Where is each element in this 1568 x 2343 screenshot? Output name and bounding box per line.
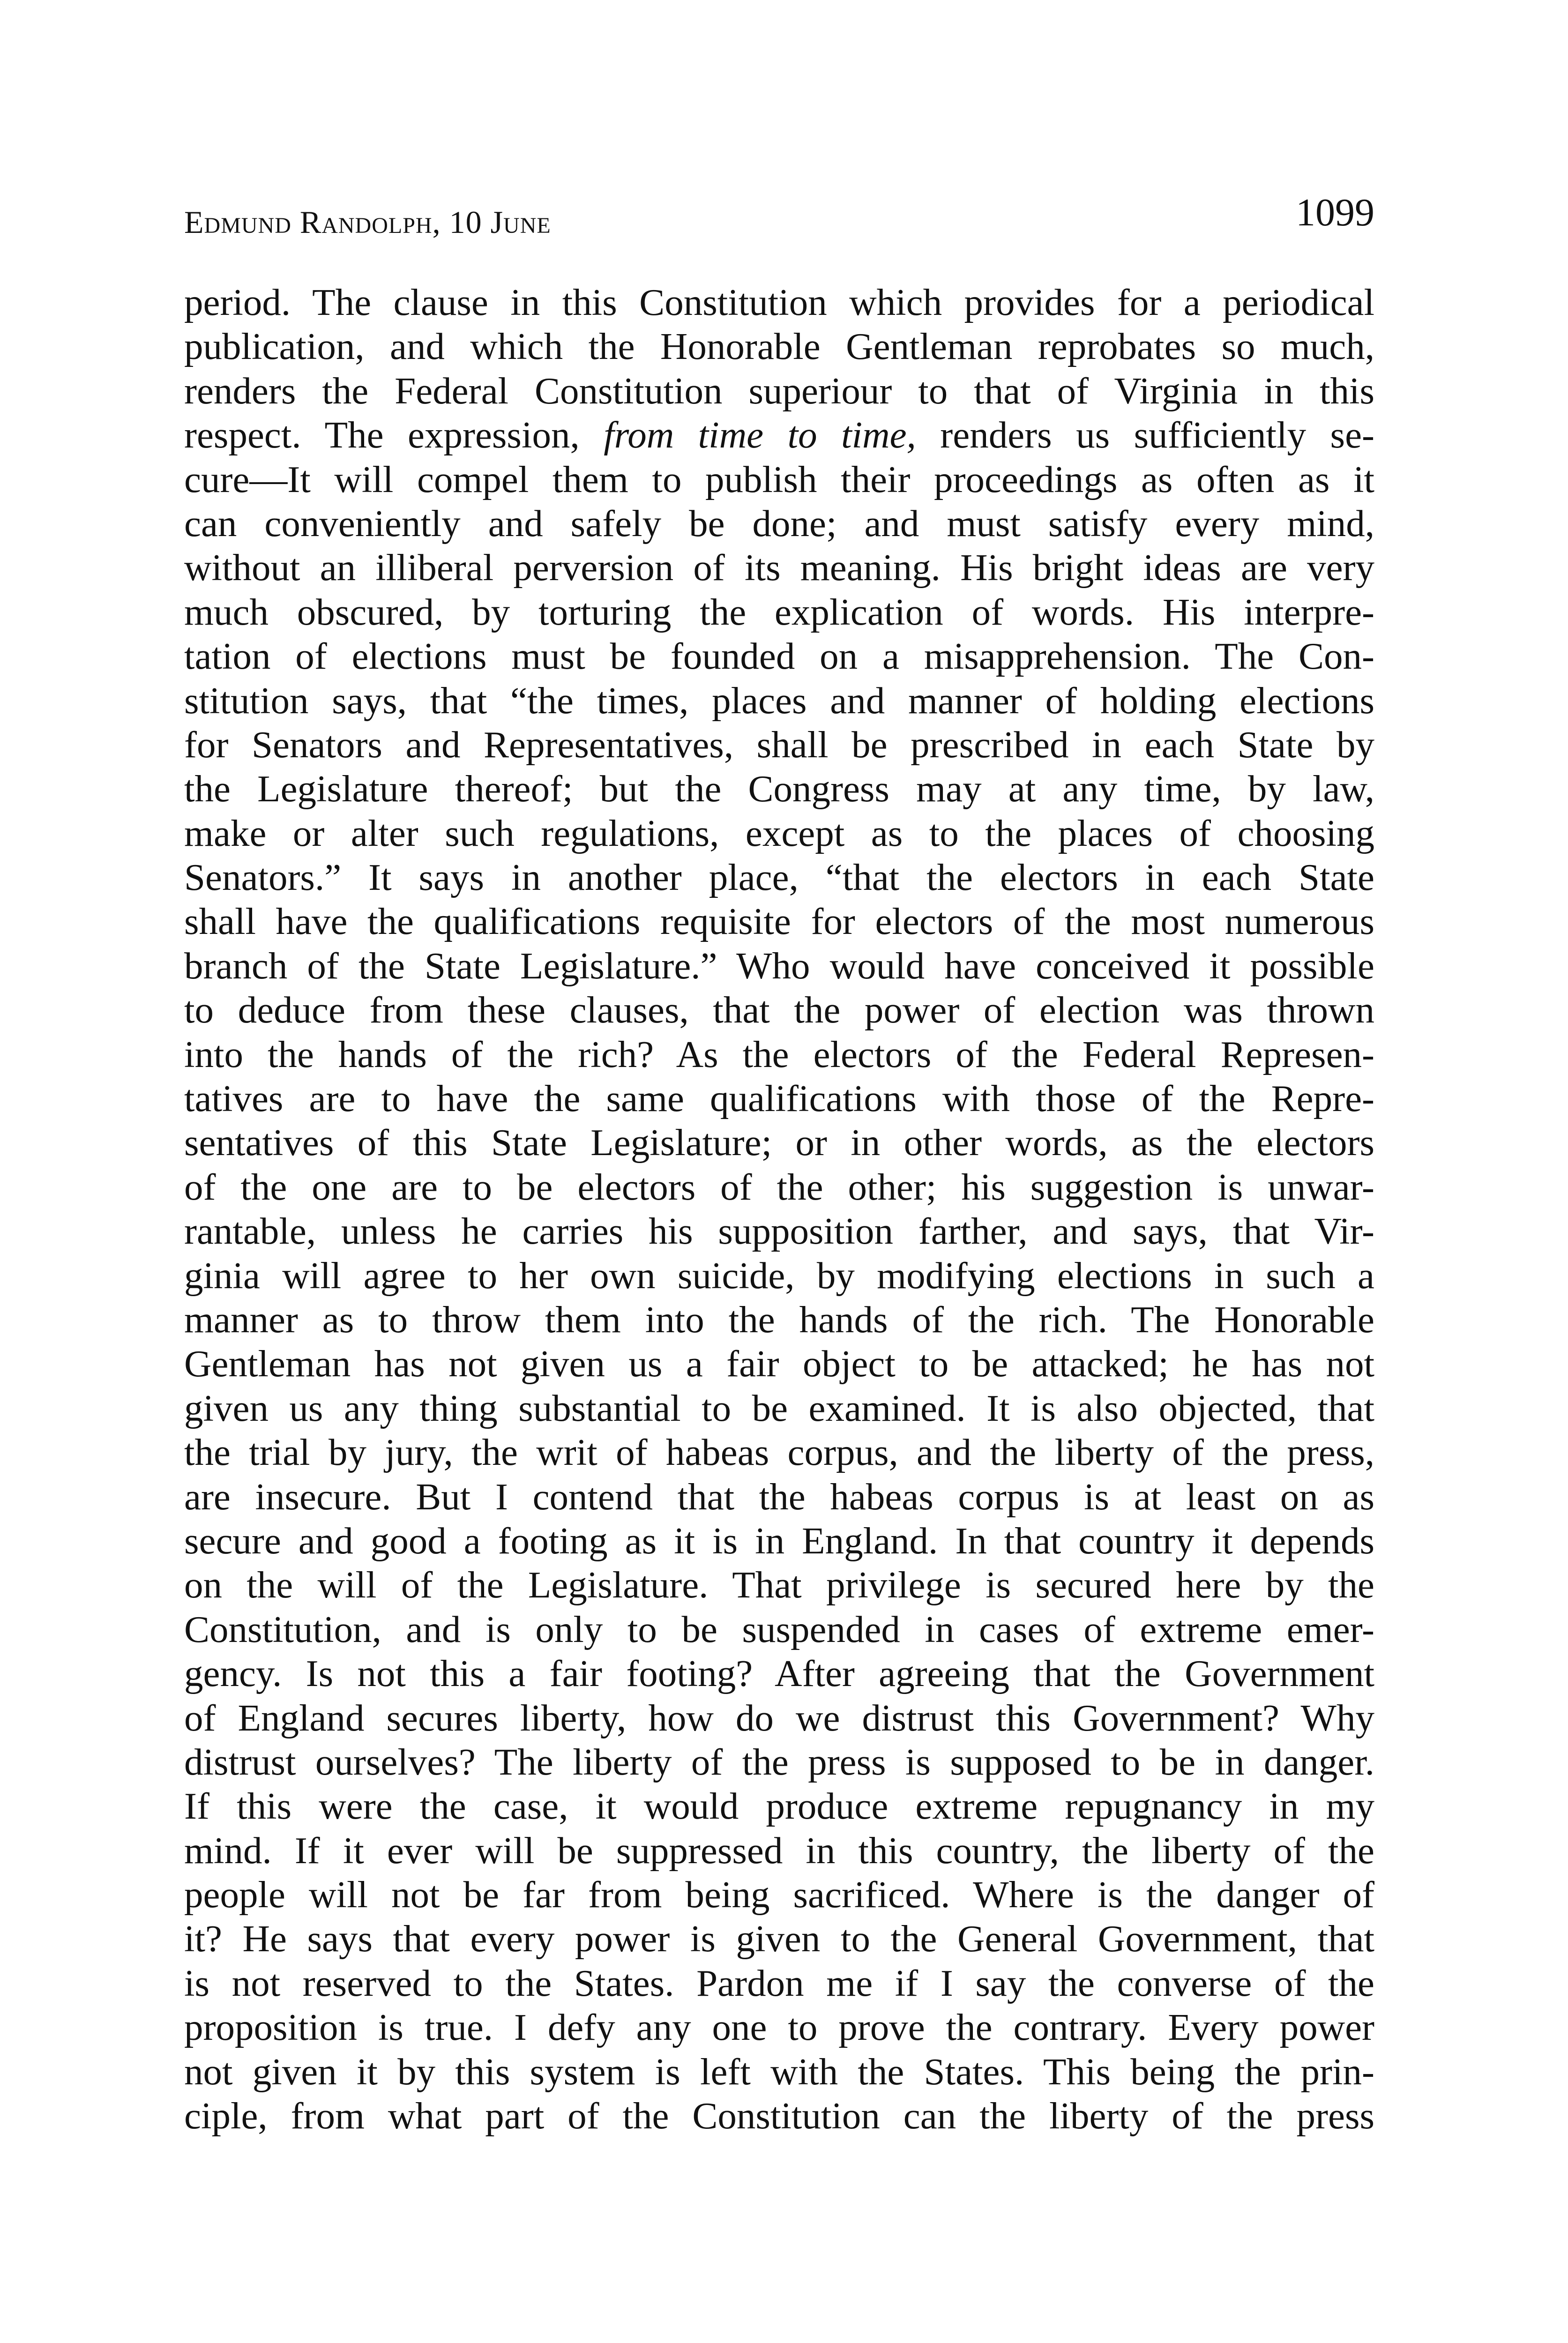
text-segment: Gentleman has not given us a fair object to be attacked; he has not (184, 1343, 1374, 1385)
text-segment: much obscured, by torturing the explication of words. His interpre- (184, 590, 1374, 633)
text-line (184, 988, 1374, 1032)
text-line (184, 1209, 1374, 1253)
text-line (184, 634, 1374, 678)
text-segment: given us any thing substantial to be examined. It is also objected, that (184, 1387, 1374, 1429)
text-line (184, 1519, 1374, 1563)
text-line (184, 1828, 1374, 1873)
text-line (184, 1298, 1374, 1342)
text-segment: mind. If it ever will be suppressed in this country, the liberty of the (184, 1829, 1374, 1872)
text-line (184, 1430, 1374, 1474)
text-line (184, 545, 1374, 589)
text-line (184, 1475, 1374, 1519)
text-line (184, 324, 1374, 368)
text-line (184, 811, 1374, 855)
text-line (184, 899, 1374, 943)
text-segment: cure—It will compel them to publish their proceedings as often as it (184, 458, 1374, 500)
text-line (184, 369, 1374, 413)
text-line (184, 944, 1374, 988)
text-line (184, 590, 1374, 634)
text-segment: on the will of the Legislature. That privilege is secured here by the (184, 1564, 1374, 1606)
text-line (184, 501, 1374, 545)
text-line (184, 1342, 1374, 1386)
text-line (184, 1784, 1374, 1828)
text-segment: is not reserved to the States. Pardon me if I say the converse of the (184, 1962, 1374, 2004)
text-segment: proposition is true. I defy any one to prove the contrary. Every power (184, 2006, 1374, 2049)
text-line (184, 767, 1374, 811)
text-segment: gency. Is not this a fair footing? After agreeing that the Government (184, 1652, 1374, 1695)
text-segment: period. The clause in this Constitution which provides for a periodical (184, 281, 1374, 323)
text-segment: the Legislature thereof; but the Congress may at any time, by law, (184, 768, 1374, 810)
text-segment: stitution says, that “the times, places and manner of holding elections (184, 679, 1374, 722)
text-line (184, 2050, 1374, 2094)
text-segment: make or alter such regulations, except as to the places of choosing (184, 812, 1374, 854)
text-line (184, 413, 1374, 457)
text-line (184, 1032, 1374, 1076)
text-line (184, 1563, 1374, 1607)
text-segment: branch of the State Legislature.” Who would have conceived it possible (184, 944, 1374, 987)
italic-text-segment: from time to time, (604, 414, 916, 456)
text-line (184, 1740, 1374, 1784)
text-line (184, 1651, 1374, 1695)
text-segment: publication, and which the Honorable Gentleman reprobates so much, (184, 325, 1374, 368)
text-segment: can conveniently and safely be done; and must satisfy every mind, (184, 502, 1374, 545)
text-line (184, 2005, 1374, 2049)
text-segment: shall have the qualifications requisite for electors of the most numerous (184, 900, 1374, 943)
text-segment: into the hands of the rich? As the electors of the Federal Represen- (184, 1033, 1374, 1075)
text-segment: tatives are to have the same qualifications with those of the Repre- (184, 1077, 1374, 1120)
text-segment: sentatives of this State Legislature; or in other words, as the electors (184, 1121, 1374, 1164)
text-segment: it? He says that every power is given to the General Government, that (184, 1918, 1374, 1960)
running-head (184, 190, 1374, 241)
text-segment: without an illiberal perversion of its meaning. His bright ideas are very (184, 546, 1374, 589)
text-line (184, 1873, 1374, 1917)
text-line (184, 679, 1374, 723)
text-segment: tation of elections must be founded on a misapprehension. The Con- (184, 635, 1374, 678)
text-line (184, 1386, 1374, 1430)
text-segment: the trial by jury, the writ of habeas corpus, and the liberty of the press, (184, 1431, 1374, 1474)
text-segment: for Senators and Representatives, shall be prescribed in each State by (184, 723, 1374, 766)
text-line (184, 723, 1374, 767)
text-line (184, 1254, 1374, 1298)
text-segment: ginia will agree to her own suicide, by modifying elections in such a (184, 1254, 1374, 1297)
text-segment: of England secures liberty, how do we distrust this Government? Why (184, 1696, 1374, 1739)
page-number: 1099 (1296, 191, 1374, 234)
text-segment: renders the Federal Constitution superiour to that of Virginia in this (184, 369, 1374, 412)
text-segment: not given it by this system is left with the States. This being the prin- (184, 2050, 1374, 2093)
text-segment: If this were the case, it would produce extreme repugnancy in my (184, 1785, 1374, 1828)
text-segment: Constitution, and is only to be suspended in cases of extreme emer- (184, 1608, 1374, 1650)
text-line (184, 1120, 1374, 1164)
body-text (184, 280, 1374, 2138)
text-line (184, 1961, 1374, 2005)
text-segment: Senators.” It says in another place, “that the electors in each State (184, 856, 1374, 899)
text-segment: secure and good a footing as it is in England. In that country it depends (184, 1519, 1374, 1562)
text-line (184, 1165, 1374, 1209)
text-segment: rantable, unless he carries his supposition farther, and says, that Vir- (184, 1210, 1374, 1253)
text-line (184, 1076, 1374, 1120)
text-line (184, 855, 1374, 899)
text-segment: of the one are to be electors of the other; his suggestion is unwar- (184, 1165, 1374, 1208)
text-line (184, 457, 1374, 501)
text-segment: distrust ourselves? The liberty of the press is supposed to be in danger. (184, 1740, 1374, 1783)
text-segment: are insecure. But I contend that the habeas corpus is at least on as (184, 1475, 1374, 1518)
text-segment: renders us sufficiently se- (916, 414, 1374, 456)
text-segment: ciple, from what part of the Constitution can the liberty of the press (184, 2095, 1374, 2137)
text-line (184, 1696, 1374, 1740)
text-segment: people will not be far from being sacrificed. Where is the danger of (184, 1873, 1374, 1916)
text-segment: respect. The expression, (184, 414, 604, 456)
text-line (184, 280, 1374, 324)
text-line (184, 1917, 1374, 1961)
text-segment: to deduce from these clauses, that the power of election was thrown (184, 989, 1374, 1031)
running-title: Edmund Randolph, 10 June (184, 204, 551, 240)
text-line (184, 2094, 1374, 2138)
text-line (184, 1607, 1374, 1651)
text-segment: manner as to throw them into the hands of the rich. The Honorable (184, 1298, 1374, 1341)
